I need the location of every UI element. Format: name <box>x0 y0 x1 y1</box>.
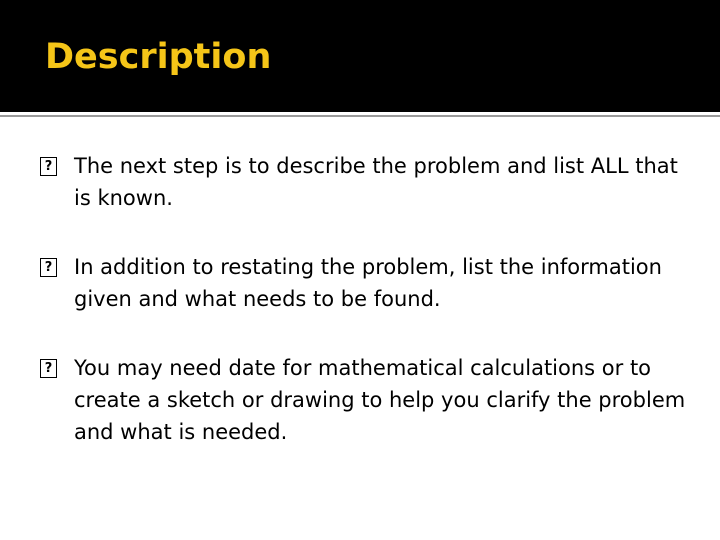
bullet-item <box>40 251 690 315</box>
bullet-list <box>40 150 690 485</box>
bullet-box-icon: ? <box>40 258 57 277</box>
bullet-box-icon: ? <box>40 157 57 176</box>
bullet-text: In addition to restating the problem, list the information given and what needs to be found. <box>74 255 662 311</box>
bullet-item <box>40 150 690 214</box>
title-bar <box>0 0 720 112</box>
slide-title: Description <box>45 37 272 77</box>
bullet-text: You may need date for mathematical calculations or to create a sketch or drawing to help you clarify the problem and what is needed. <box>74 356 686 444</box>
bullet-text: The next step is to describe the problem and list ALL that is known. <box>74 154 678 210</box>
title-divider <box>0 115 720 117</box>
bullet-box-icon: ? <box>40 359 57 378</box>
bullet-item <box>40 352 690 448</box>
